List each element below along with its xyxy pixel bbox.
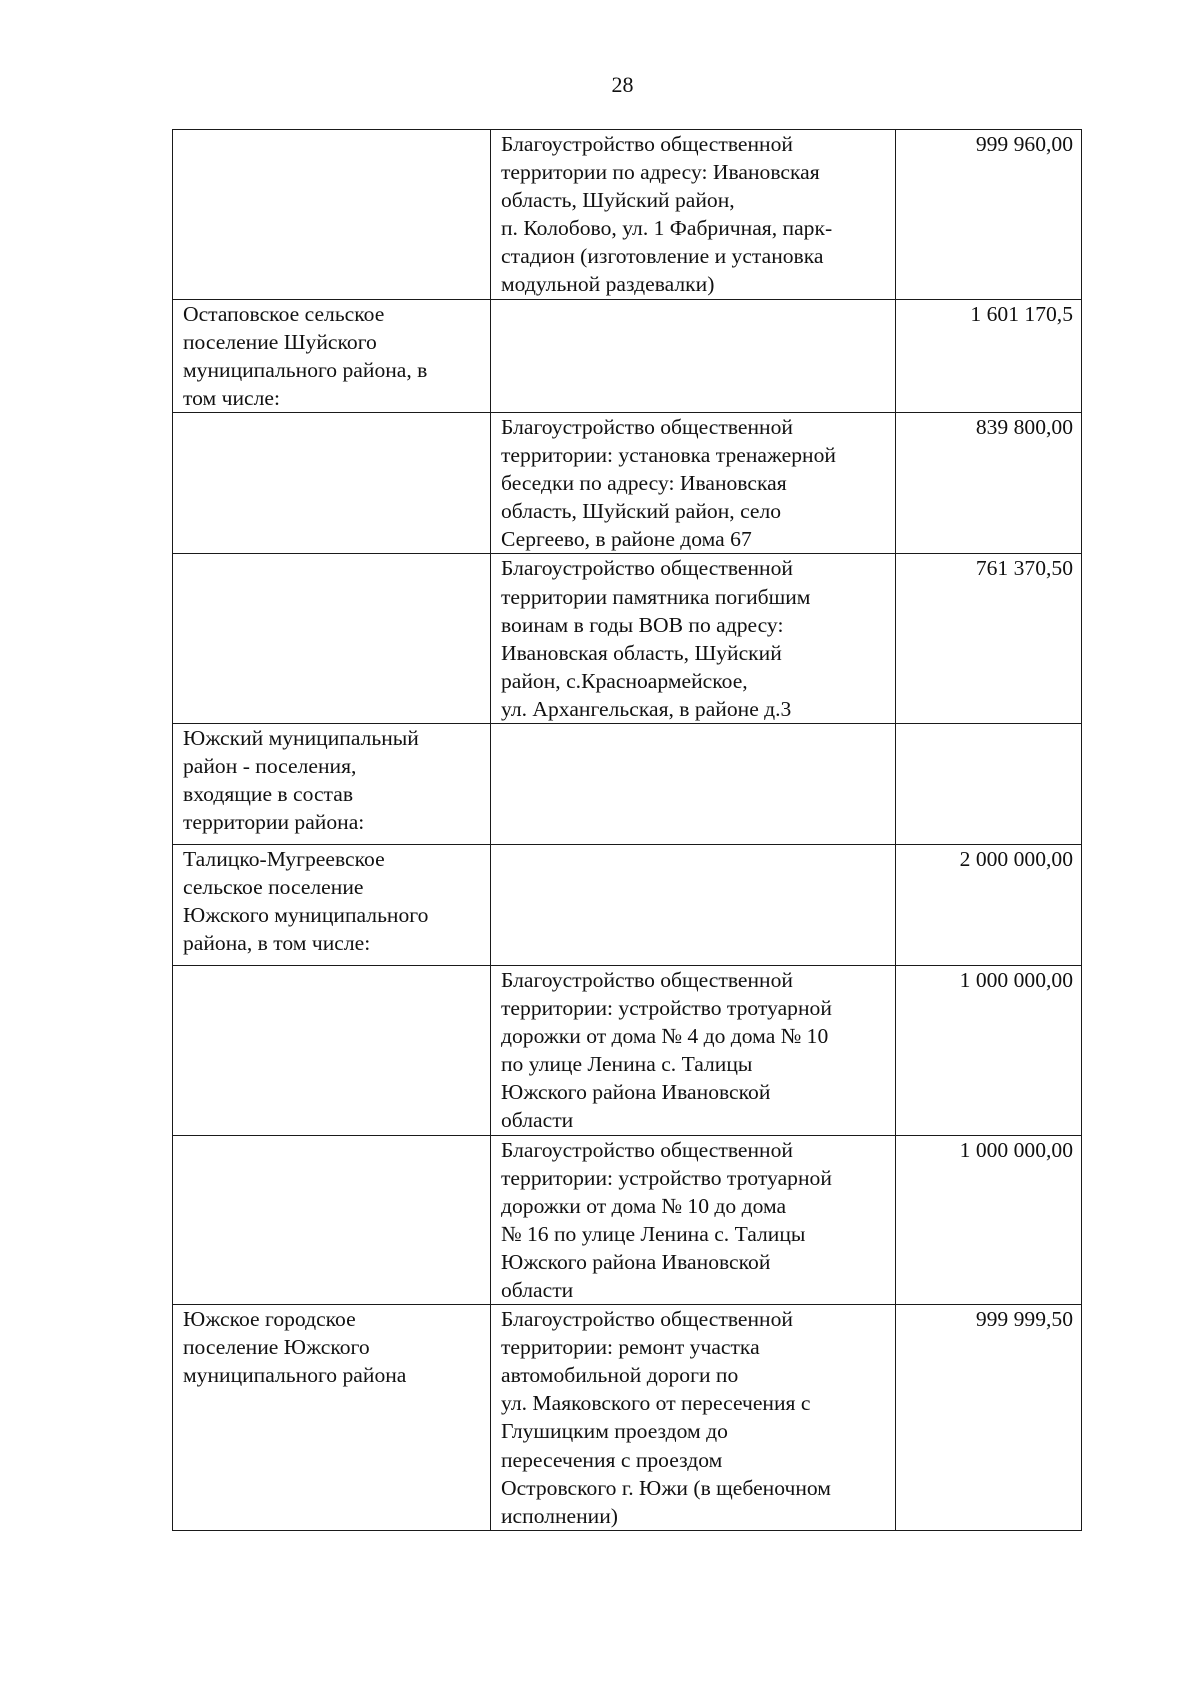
table-row [173, 130, 1082, 300]
municipality-cell [173, 1135, 491, 1305]
amount-cell: 2 000 000,00 [896, 844, 1082, 965]
amount-cell: 999 960,00 [896, 130, 1082, 300]
table-row [173, 1305, 1082, 1531]
description-cell: Благоустройство общественной территории: устройство тротуарной дорожки от дома № 10 до дома № 16 по улице Ленина с. Талицы Южского района Ивановской области [491, 1135, 896, 1305]
municipality-cell: Талицко-Мугреевское сельское поселение Южского муниципального района, в том числе: [173, 844, 491, 965]
municipality-cell: Южский муниципальный район - поселения, входящие в состав территории района: [173, 723, 491, 844]
table-row [173, 1135, 1082, 1305]
table-row [173, 299, 1082, 412]
amount-cell: 1 000 000,00 [896, 965, 1082, 1135]
description-cell [491, 299, 896, 412]
municipality-cell [173, 412, 491, 553]
description-cell [491, 723, 896, 844]
municipality-cell: Южское городское поселение Южского муниципального района [173, 1305, 491, 1531]
description-cell: Благоустройство общественной территории памятника погибшим воинам в годы ВОВ по адресу: Ивановская область, Шуйский район, с.Красноармейское, ул. Архангельская, в районе д.3 [491, 554, 896, 724]
description-cell: Благоустройство общественной территории: установка тренажерной беседки по адресу: Ивановская область, Шуйский район, село Сергеево, в районе дома 67 [491, 412, 896, 553]
municipality-cell: Остаповское сельское поселение Шуйского муниципального района, в том числе: [173, 299, 491, 412]
table-row [173, 723, 1082, 844]
municipality-cell [173, 130, 491, 300]
amount-cell [896, 723, 1082, 844]
description-cell: Благоустройство общественной территории: устройство тротуарной дорожки от дома № 4 до дома № 10 по улице Ленина с. Талицы Южского района Ивановской области [491, 965, 896, 1135]
funding-table [172, 129, 1082, 1531]
table-row [173, 412, 1082, 553]
amount-cell: 1 601 170,5 [896, 299, 1082, 412]
table-row [173, 844, 1082, 965]
table-row [173, 965, 1082, 1135]
municipality-cell [173, 965, 491, 1135]
page-number: 28 [611, 72, 634, 97]
description-cell [491, 844, 896, 965]
amount-cell: 839 800,00 [896, 412, 1082, 553]
municipality-cell [173, 554, 491, 724]
description-cell: Благоустройство общественной территории: ремонт участка автомобильной дороги по ул. Маяковского от пересечения с Глушицким проездом до пересечения с проездом Островского г. Южи (в щебеночном исполнении) [491, 1305, 896, 1531]
table-row [173, 554, 1082, 724]
amount-cell: 1 000 000,00 [896, 1135, 1082, 1305]
amount-cell: 999 999,50 [896, 1305, 1082, 1531]
description-cell: Благоустройство общественной территории по адресу: Ивановская область, Шуйский район, п. Колобово, ул. 1 Фабричная, парк- стадион (изготовление и установка модульной раздевалки) [491, 130, 896, 300]
amount-cell: 761 370,50 [896, 554, 1082, 724]
